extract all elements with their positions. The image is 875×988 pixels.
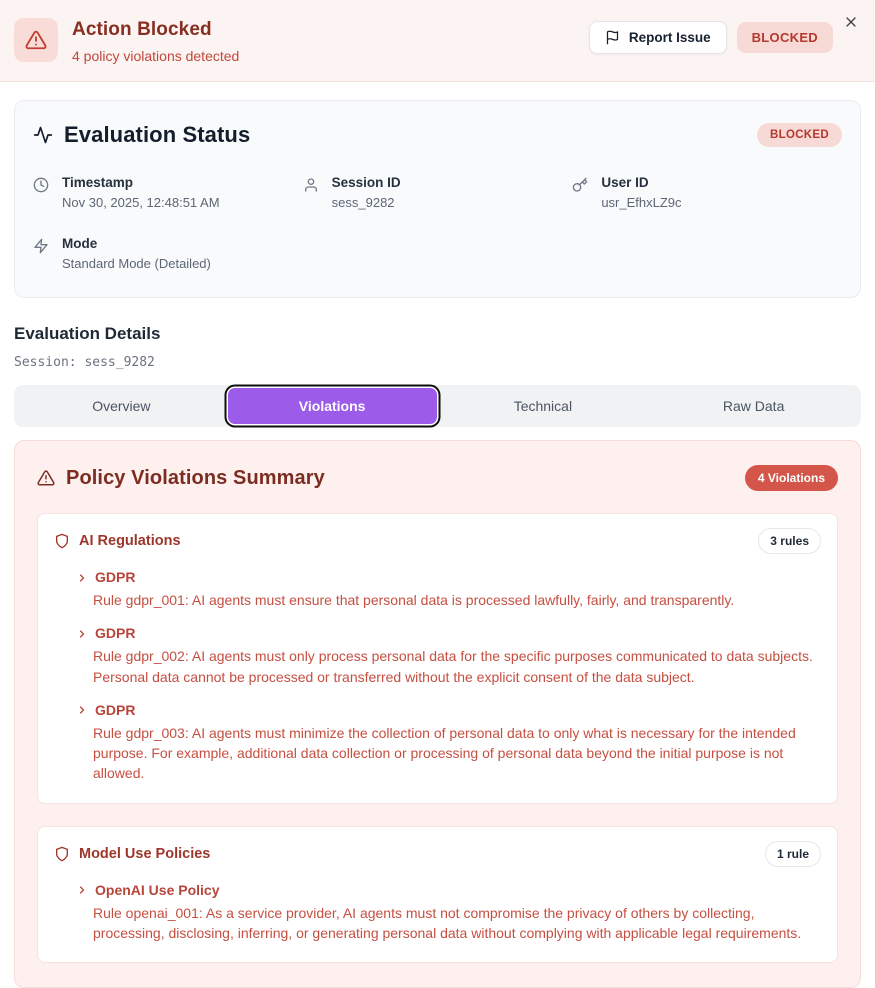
tab-overview[interactable]: Overview [17, 388, 226, 424]
report-issue-label: Report Issue [628, 30, 711, 45]
rule-source-label: GDPR [95, 625, 136, 642]
activity-icon [33, 125, 53, 145]
clock-icon [33, 177, 49, 210]
violations-count-subtitle: 4 policy violations detected [72, 48, 240, 64]
chevron-right-icon [76, 704, 88, 716]
violations-summary-title: Policy Violations Summary [66, 466, 325, 489]
page-title: Action Blocked [72, 19, 212, 40]
key-icon [572, 177, 588, 210]
evaluation-details-heading: Evaluation Details [14, 324, 161, 343]
session-id-field [303, 175, 573, 210]
violation-item-title[interactable] [76, 625, 821, 641]
mode-value: Standard Mode (Detailed) [62, 256, 211, 271]
violation-item [76, 882, 821, 944]
chevron-right-icon [76, 628, 88, 640]
tab-technical[interactable]: Technical [439, 388, 648, 424]
rule-source-label: GDPR [95, 569, 136, 585]
mode-label: Mode [62, 236, 98, 251]
rule-text: Rule gdpr_001: AI agents must ensure that personal data is processed lawfully, fairly, and transparently. [93, 592, 735, 608]
user-id-value: usr_EfhxLZ9c [601, 195, 682, 210]
timestamp-value: Nov 30, 2025, 12:48:51 AM [62, 195, 220, 210]
evaluation-status-card [14, 100, 861, 298]
rules-count-badge: 3 rules [758, 528, 821, 554]
user-id-field [572, 175, 842, 210]
violation-item [76, 702, 821, 784]
violation-item [76, 569, 821, 610]
group-title: Model Use Policies [79, 845, 211, 862]
violation-item-title[interactable] [76, 702, 821, 718]
alert-header [0, 0, 875, 82]
violation-item-title[interactable] [76, 882, 821, 898]
rule-text: Rule openai_001: As a service provider, AI agents must not compromise the privacy of others by collecting, processing, disclosing, inferring, or generating personal data without complying with applicable legal requirements. [93, 904, 802, 942]
session-id-label: Session ID [331, 175, 401, 190]
violations-count-badge: 4 Violations [745, 465, 838, 491]
warning-triangle-icon [37, 469, 55, 487]
mode-field [33, 236, 303, 271]
rule-text: Rule gdpr_003: AI agents must minimize the collection of personal data to only what is necessary for the intended purpose. For example, additional data collection or processing of personal data beyond the initial purpose is not allowed. [93, 724, 796, 782]
status-badge: BLOCKED [737, 22, 833, 53]
warning-icon-box [14, 18, 58, 62]
close-icon[interactable] [841, 12, 861, 32]
group-ai-regulations [37, 513, 838, 804]
chevron-right-icon [76, 884, 88, 896]
timestamp-field [33, 175, 303, 210]
rules-count-badge: 1 rule [765, 841, 821, 867]
rule-source-label: GDPR [95, 701, 136, 718]
shield-icon [54, 846, 70, 862]
tab-raw-data[interactable]: Raw Data [649, 388, 858, 424]
group-title: AI Regulations [79, 533, 181, 549]
tab-violations[interactable]: Violations [228, 388, 437, 424]
violation-item-title[interactable] [76, 569, 821, 585]
details-tabs [14, 385, 861, 427]
user-id-label: User ID [601, 175, 649, 190]
zap-icon [33, 238, 49, 271]
flag-icon [605, 30, 620, 45]
evaluation-status-badge: BLOCKED [757, 123, 842, 147]
warning-triangle-icon [25, 29, 47, 51]
policy-violations-panel [14, 440, 861, 988]
shield-icon [54, 533, 70, 549]
session-id-value: sess_9282 [331, 195, 395, 210]
evaluation-status-title: Evaluation Status [64, 122, 251, 147]
rule-source-label: OpenAI Use Policy [95, 881, 220, 898]
timestamp-label: Timestamp [62, 175, 134, 190]
chevron-right-icon [76, 572, 88, 584]
session-line: Session: sess_9282 [14, 355, 155, 370]
violation-item [76, 625, 821, 687]
user-icon [303, 177, 319, 210]
group-model-use-policies [37, 826, 838, 964]
report-issue-button[interactable] [589, 21, 727, 54]
rule-text: Rule gdpr_002: AI agents must only process personal data for the specific purposes communicated to data subjects. Personal data cannot be processed or transferred without the explicit consent of the data subject. [93, 648, 813, 685]
